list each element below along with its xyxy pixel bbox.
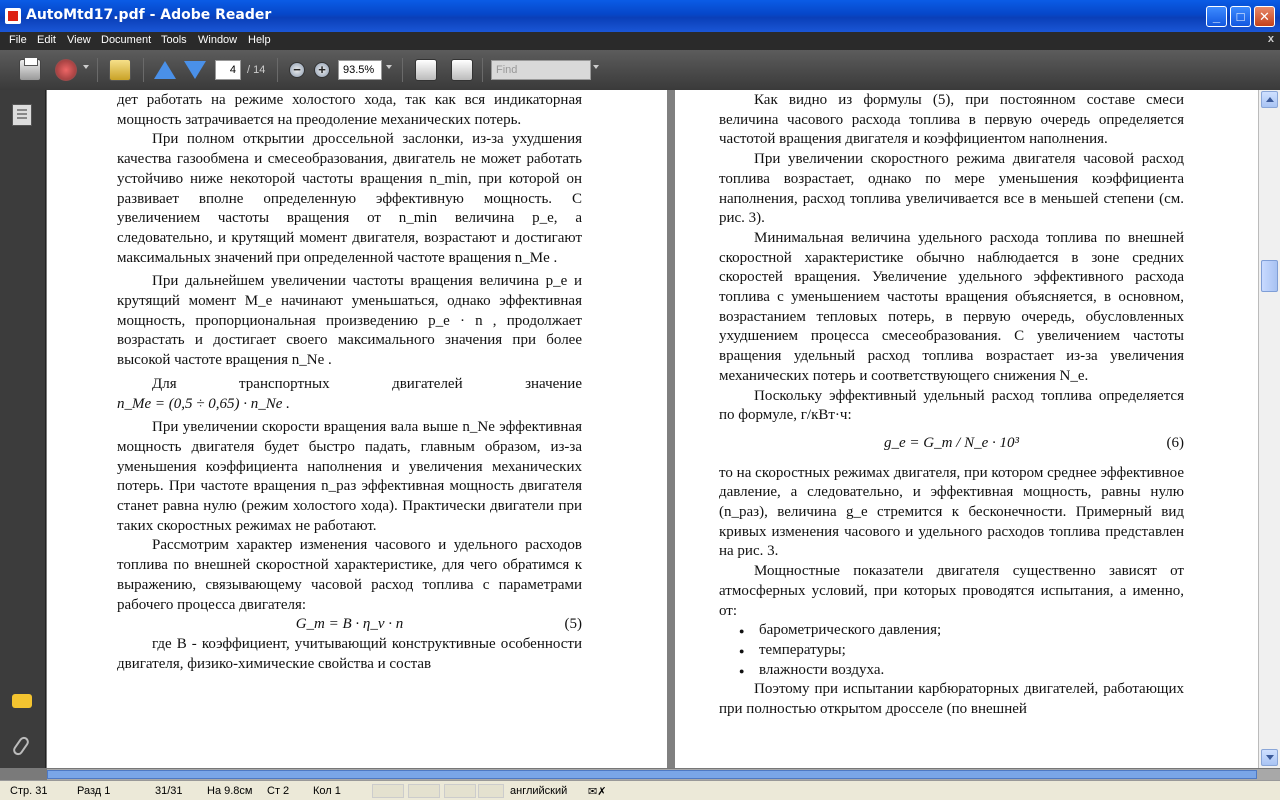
pages-icon[interactable]	[12, 104, 32, 126]
next-page-icon[interactable]	[184, 61, 206, 79]
menu-document[interactable]: Document	[101, 34, 152, 46]
scroll-up-icon[interactable]	[1261, 91, 1278, 108]
page-text	[719, 91, 1184, 720]
toolbar-separator	[402, 58, 403, 82]
status-indicator	[444, 784, 476, 798]
security-icon[interactable]	[109, 59, 131, 81]
menu-view[interactable]: View	[67, 34, 91, 46]
page-number-input[interactable]: 4	[215, 60, 241, 80]
share-icon[interactable]	[55, 59, 77, 81]
paragraph: Как видно из формулы (5), при постоянном составе смеси величина часового расхода топлива в первую очередь определяется частотой вращения двигателя и коэффициентом наполнения.	[719, 92, 1184, 148]
toolbar-separator	[482, 58, 483, 82]
status-page: Стр. 31	[10, 785, 48, 797]
menu-bar	[0, 32, 1280, 50]
bullet-list	[719, 621, 1184, 680]
formula-number: (6)	[1166, 434, 1184, 451]
status-line: Ст 2	[267, 785, 290, 797]
minimize-button[interactable]: _	[1206, 6, 1227, 27]
paragraph: дет работать на режиме холостого хода, так как вся индикаторная мощность затрачивается на преодоление механических потерь.	[117, 92, 582, 128]
find-dropdown-icon[interactable]	[593, 65, 599, 69]
scroll-down-icon[interactable]	[1261, 749, 1278, 766]
toolbar	[0, 50, 1280, 90]
page-total: / 14	[247, 64, 266, 76]
paragraph: При увеличении скоростного режима двигателя часовой расход топлива возрастает, однако по мере уменьшения коэффициента наполнения, расход топлива увеличивается все в меньшей степени (см. рис. 3).	[719, 151, 1184, 227]
spellcheck-icon[interactable]: ✉✗	[588, 786, 607, 798]
menu-file[interactable]: File	[9, 34, 27, 46]
paragraph: Мощностные показатели двигателя существенно зависят от атмосферных условий, при которых проводятся испытания, а именно, от:	[719, 563, 1184, 619]
maximize-button[interactable]: □	[1230, 6, 1251, 27]
paragraph: Для транспортных двигателей значение	[152, 375, 582, 392]
pdf-app-icon	[5, 8, 21, 24]
paragraph: При дальнейшем увеличении частоты вращения величина p_e и крутящий момент M_e начинают уменьшаться, однако эффективная мощность, пропорциональная произведению p_e · n , продолжает возрастать и достигает своего максимального значения при более высокой частоте вращения n_Ne .	[117, 273, 582, 369]
formula-expression: g_e = G_m / N_e · 10³	[883, 434, 1020, 451]
zoom-input[interactable]: 93.5%	[338, 60, 382, 80]
paragraph: При полном открытии дроссельной заслонки, из-за ухудшения качества газообмена и смесеобразования, двигатель не может работать устойчиво ниже некоторой частоты вращения n_min, при которой он развивает вполне определенную эффективную мощность. С увеличением частоты вращения от n_min величина p_e, а следовательно, и крутящий момент двигателя, возрастают и достигают максимальных значений при определенной частоте вращения n_Me .	[117, 131, 582, 266]
zoom-dropdown-icon[interactable]	[386, 65, 392, 69]
list-item: ● барометрического давления;	[719, 621, 1184, 641]
document-area	[47, 90, 1258, 768]
formula-expression: G_m = B · η_v · n	[295, 616, 404, 633]
navigation-pane	[0, 90, 46, 768]
paragraph: Поэтому при испытании карбюраторных двигателей, работающих при полностью открытом дросселе (по внешней	[719, 681, 1184, 718]
scroll-thumb[interactable]	[1261, 260, 1278, 292]
paragraph: Минимальная величина удельного расхода топлива по внешней скоростной характеристике обычно наблюдается в зоне средних скоростей вращения. Увеличение удельного эффективного расхода топлива с уменьшением частоты вращения объясняется, в основном, возрастанием тепловых потерь, в первую очередь, обусловленных ухудшением процесса смесеобразования. С увеличением частоты вращения удельный расход топлива возрастает из-за увеличения механических потерь и соответствующего снижения N_e.	[719, 229, 1184, 384]
menu-edit[interactable]: Edit	[37, 34, 56, 46]
comments-icon[interactable]	[12, 694, 32, 708]
status-language: английский	[510, 785, 568, 797]
status-indicator	[478, 784, 504, 798]
status-bar	[0, 780, 1280, 800]
formula-5	[117, 615, 582, 635]
formula-number: (5)	[564, 616, 582, 633]
close-button[interactable]: ✕	[1254, 6, 1275, 27]
document-close-icon[interactable]: x	[1267, 33, 1274, 45]
find-input[interactable]: Find	[491, 60, 591, 80]
horizontal-scroll-thumb[interactable]	[47, 770, 1257, 779]
formula-6	[719, 434, 1184, 454]
window-title: AutoMtd17.pdf - Adobe Reader	[26, 7, 272, 23]
horizontal-scrollbar[interactable]	[47, 768, 1280, 780]
paragraph: то на скоростных режимах двигателя, при котором среднее эффективное давление, а следовательно, и эффективная мощность, равны нулю (n_раз), величина g_e стремится к бесконечности. Примерный вид кривых изменения часового и удельного расходов топлива представлен на рис. 3.	[719, 464, 1184, 560]
status-count: 31/31	[155, 785, 183, 797]
attachment-icon[interactable]	[11, 735, 31, 757]
fit-width-icon[interactable]	[415, 59, 437, 81]
previous-page-icon[interactable]	[154, 61, 176, 79]
paragraph: где B - коэффициент, учитывающий конструктивные особенности двигателя, физико-химические свойства и состав	[117, 635, 582, 672]
status-indicator	[372, 784, 404, 798]
chevron-down-icon[interactable]	[83, 65, 89, 69]
paragraph: Рассмотрим характер изменения часового и удельного расходов топлива по внешней скоростной характеристике, для чего обратимся к выражению, связывающему часовой расход топлива с параметрами рабочего процесса двигателя:	[117, 537, 582, 613]
toolbar-separator	[277, 58, 278, 82]
status-column: Кол 1	[313, 785, 341, 797]
menu-window[interactable]: Window	[198, 34, 238, 46]
menu-help[interactable]: Help	[248, 34, 271, 46]
status-section: Разд 1	[77, 785, 111, 797]
list-item: ● влажности воздуха.	[719, 661, 1184, 681]
vertical-scrollbar[interactable]	[1258, 90, 1280, 768]
list-item: ● температуры;	[719, 641, 1184, 661]
toolbar-separator	[97, 58, 98, 82]
page-text	[117, 91, 582, 674]
menu-tools[interactable]: Tools	[161, 34, 187, 46]
paragraph: Поскольку эффективный удельный расход топлива определяется по формуле, г/кВт·ч:	[719, 387, 1184, 424]
print-icon[interactable]	[19, 59, 41, 81]
pdf-page-left	[47, 90, 667, 768]
zoom-out-icon[interactable]: −	[289, 62, 305, 78]
pdf-page-right	[675, 90, 1258, 768]
status-indicator	[408, 784, 440, 798]
toolbar-separator	[143, 58, 144, 82]
paragraph: При увеличении скорости вращения вала выше n_Ne эффективная мощность двигателя будет быстро падать, главным образом, из-за уменьшения коэффициента наполнения и увеличения механических потерь. При частоте вращения n_раз эффективная мощность двигателя станет равна нулю (режим холостого хода). Практически двигатели при таких скоростных режимах не работают.	[117, 419, 582, 534]
zoom-in-icon[interactable]: +	[314, 62, 330, 78]
formula-inline: n_Me = (0,5 ÷ 0,65) · n_Ne .	[117, 395, 290, 412]
fit-page-icon[interactable]	[451, 59, 473, 81]
title-bar	[0, 0, 1280, 32]
status-position: На 9.8см	[207, 785, 253, 797]
